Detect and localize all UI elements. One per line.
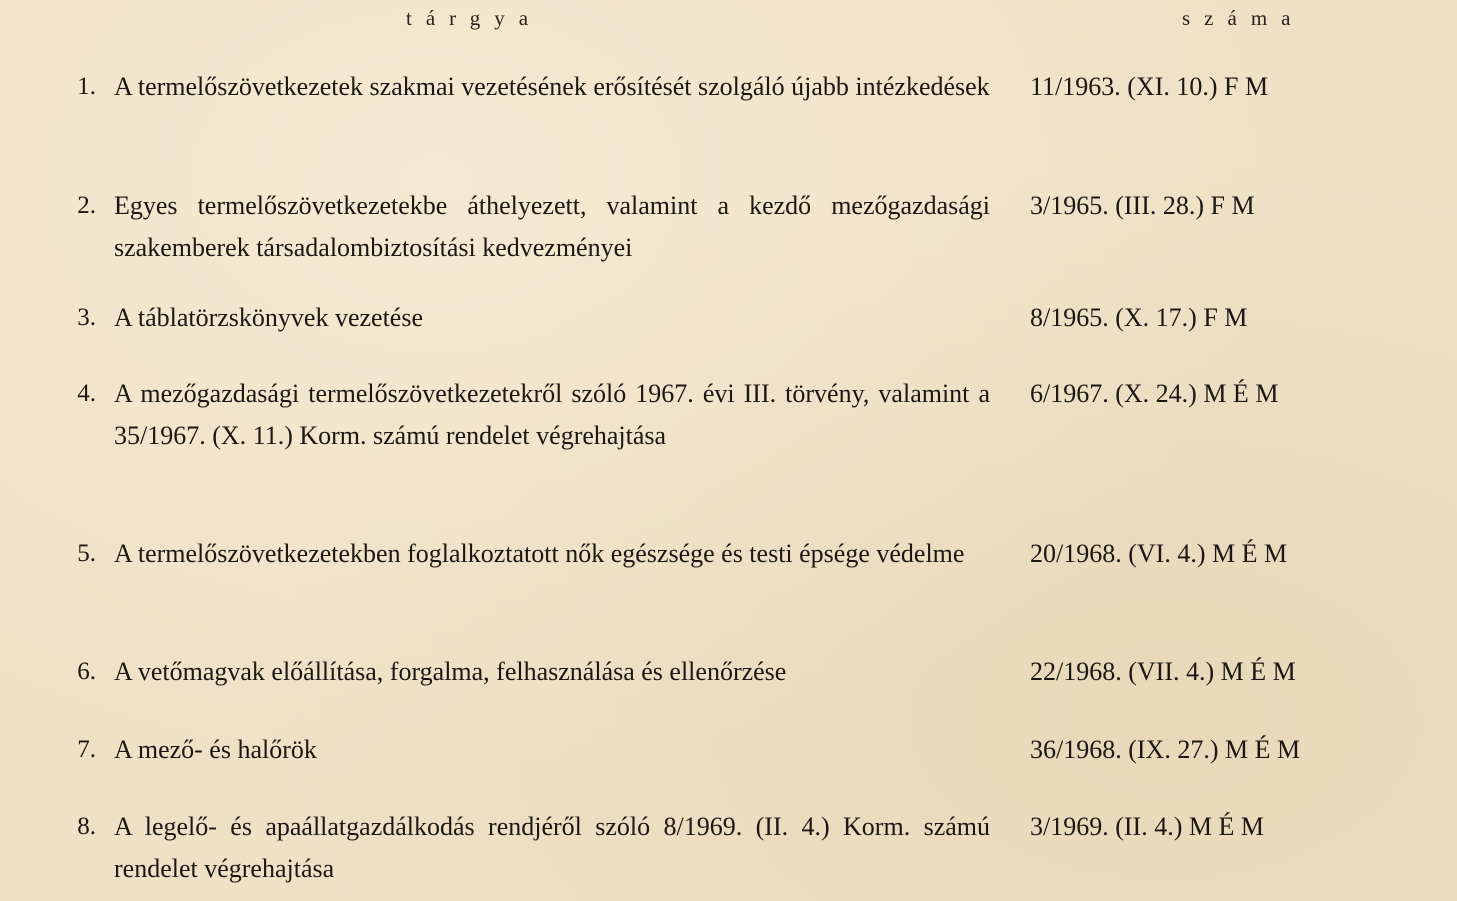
entry-decree-number: 22/1968. (VII. 4.) M É M [1030, 657, 1296, 686]
entry-index: 3. [77, 304, 96, 331]
column-header-subject: tárgya [406, 6, 543, 30]
entry-index: 8. [77, 813, 96, 840]
entry-decree-number: 36/1968. (IX. 27.) M É M [1030, 735, 1301, 764]
entry-subject: A termelőszövetkezetek szakmai vezetésének erősítését szolgáló újabb intézkedések [114, 72, 990, 101]
entry-index: 5. [77, 540, 96, 567]
entry-decree-number: 6/1967. (X. 24.) M É M [1030, 379, 1279, 408]
entry-subject: A termelőszövetkezetekben foglalkoztatott nők egészsége és testi épsége védelme [114, 539, 965, 568]
entry-subject: Egyes termelőszövetkezetekbe áthelyezett, valamint a kezdő mezőgazdasági szakemberek társadalombiztosítási kedvezményei [114, 191, 990, 262]
entry-decree-number: 8/1965. (X. 17.) F M [1030, 303, 1248, 332]
entry-subject: A mező- és halőrök [114, 735, 317, 764]
entry-decree-number: 20/1968. (VI. 4.) M É M [1030, 539, 1288, 568]
entry-subject: A vetőmagvak előállítása, forgalma, felhasználása és ellenőrzése [114, 657, 787, 686]
entry-index: 6. [77, 658, 96, 685]
entry-index: 2. [77, 192, 96, 219]
entry-index: 4. [77, 380, 96, 407]
entry-subject: A legelő- és apaállatgazdálkodás rendjéről szóló 8/1969. (II. 4.) Korm. számú rendelet végrehajtása [114, 812, 990, 883]
entry-index: 1. [77, 73, 96, 100]
entry-index: 7. [77, 736, 96, 763]
column-header-number: száma [1182, 6, 1305, 30]
entry-decree-number: 3/1965. (III. 28.) F M [1030, 191, 1255, 220]
entry-decree-number: 11/1963. (XI. 10.) F M [1030, 72, 1269, 101]
entry-subject: A táblatörzskönyvek vezetése [114, 303, 423, 332]
entry-decree-number: 3/1969. (II. 4.) M É M [1030, 812, 1264, 841]
entry-subject: A mezőgazdasági termelőszövetkezetekről szóló 1967. évi III. törvény, valamint a 35/1967. (X. 11.) Korm. számú rendelet végrehajtása [114, 379, 990, 450]
